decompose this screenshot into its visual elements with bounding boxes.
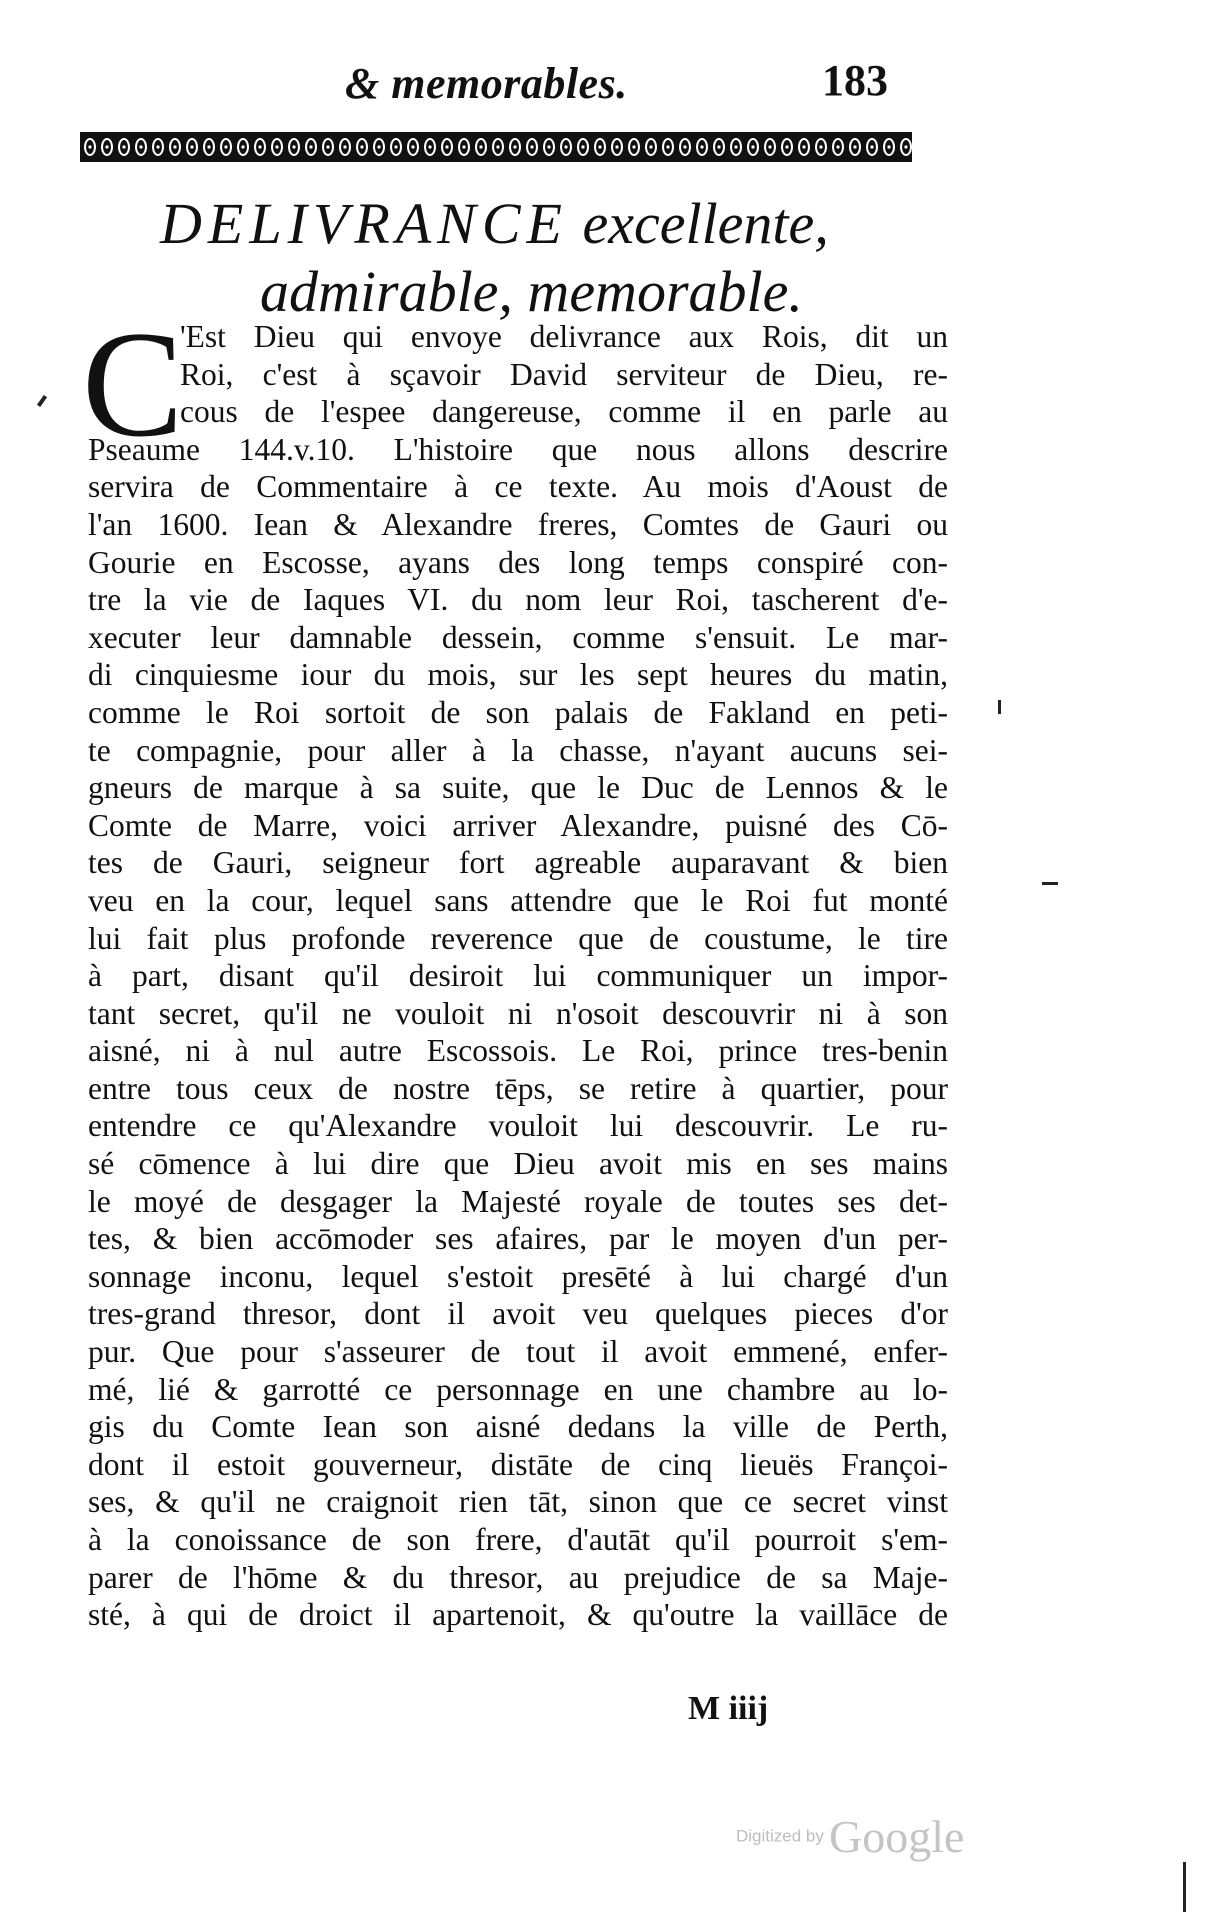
drop-cap: C	[82, 300, 184, 468]
text-line: pur. Que pour s'asseurer de tout il avoit emmené, enfer-	[88, 1334, 948, 1370]
margin-speck	[1042, 882, 1058, 885]
title-capitals: DELIVRANCE	[160, 191, 568, 256]
running-title: & memorables.	[345, 59, 628, 108]
text-line: te compagnie, pour aller à la chasse, n'ayant aucuns sei-	[88, 732, 948, 768]
text-line: di cinquiesme iour du mois, sur les sept heures du matin,	[88, 657, 948, 693]
text-line: dont il estoit gouverneur, distāte de cinq lieuës Françoi-	[88, 1446, 948, 1482]
text-line: tant secret, qu'il ne vouloit ni n'osoit descouvrir ni à son	[88, 995, 948, 1031]
text-line: veu en la cour, lequel sans attendre que le Roi fut monté	[88, 882, 948, 918]
text-line: sé cōmence à lui dire que Dieu avoit mis en ses mains	[88, 1146, 948, 1182]
text-line: entre tous ceux de nostre tēps, se retire à quartier, pour	[88, 1070, 948, 1106]
text-line: cous de l'espee dangereuse, comme il en parle au	[180, 394, 948, 430]
text-line: entendre ce qu'Alexandre vouloit lui descouvrir. Le ru-	[88, 1108, 948, 1144]
chapter-title-line2: admirable, memorable.	[260, 259, 803, 324]
text-line: comme le Roi sortoit de son palais de Fakland en peti-	[88, 694, 948, 730]
digitized-watermark	[736, 1810, 964, 1863]
signature-mark: M iiij	[688, 1690, 769, 1727]
page-number: 183	[822, 56, 888, 105]
text-line: tes de Gauri, seigneur fort agreable auparavant & bien	[88, 845, 948, 881]
text-line: le moyé de desgager la Majesté royale de toutes ses det-	[88, 1183, 948, 1219]
text-line: aisné, ni à nul autre Escossois. Le Roi, prince tres-benin	[88, 1033, 948, 1069]
text-line: sonnage inconu, lequel s'estoit presēté à lui chargé d'un	[88, 1258, 948, 1294]
text-line: Gourie en Escosse, ayans des long temps conspiré con-	[88, 544, 948, 580]
text-line: sté, à qui de droict il apartenoit, & qu'outre la vaillāce de	[88, 1597, 948, 1633]
google-logo: Google	[828, 1811, 965, 1862]
text-line: gis du Comte Iean son aisné dedans la ville de Perth,	[88, 1409, 948, 1445]
digitized-label: Digitized by	[736, 1826, 824, 1846]
text-line: Roi, c'est à sçavoir David serviteur de Dieu, re-	[180, 356, 948, 392]
text-line: 'Est Dieu qui envoye delivrance aux Rois, dit un	[180, 319, 948, 354]
text-line: gneurs de marque à sa suite, que le Duc de Lennos & le	[88, 770, 948, 806]
body-text	[88, 318, 948, 1634]
text-line: parer de l'hōme & du thresor, au prejudice de sa Maje-	[88, 1559, 948, 1595]
text-line: Comte de Marre, voici arriver Alexandre, puisné des Cō-	[88, 807, 948, 843]
text-line: ses, & qu'il ne craignoit rien tāt, sinon que ce secret vinst	[88, 1484, 948, 1520]
title-word-excellente: excellente,	[582, 191, 829, 256]
text-line: mé, lié & garrotté ce personnage en une chambre au lo-	[88, 1371, 948, 1407]
margin-speck	[1183, 1862, 1186, 1912]
text-line: lui fait plus profonde reverence que de coustume, le tire	[88, 920, 948, 956]
text-line: xecuter leur damnable dessein, comme s'ensuit. Le mar-	[88, 619, 948, 655]
margin-speck	[37, 395, 47, 407]
text-line: Pseaume 144.v.10. L'histoire que nous allons descrire	[88, 431, 948, 467]
text-line: servira de Commentaire à ce texte. Au mois d'Aoust de	[88, 469, 948, 505]
text-line: tre la vie de Iaques VI. du nom leur Roi, tascherent d'e-	[88, 582, 948, 618]
margin-speck	[998, 700, 1001, 714]
chapter-title-line1	[160, 190, 829, 257]
text-line: à part, disant qu'il desiroit lui communiquer un impor-	[88, 958, 948, 994]
text-line: à la conoissance de son frere, d'autāt qu'il pourroit s'em-	[88, 1522, 948, 1557]
text-line: tres-grand thresor, dont il avoit veu quelques pieces d'or	[88, 1296, 948, 1332]
text-line: l'an 1600. Iean & Alexandre freres, Comtes de Gauri ou	[88, 506, 948, 542]
ornamental-border	[80, 132, 912, 162]
text-line: tes, & bien accōmoder ses afaires, par le moyen d'un per-	[88, 1221, 948, 1257]
